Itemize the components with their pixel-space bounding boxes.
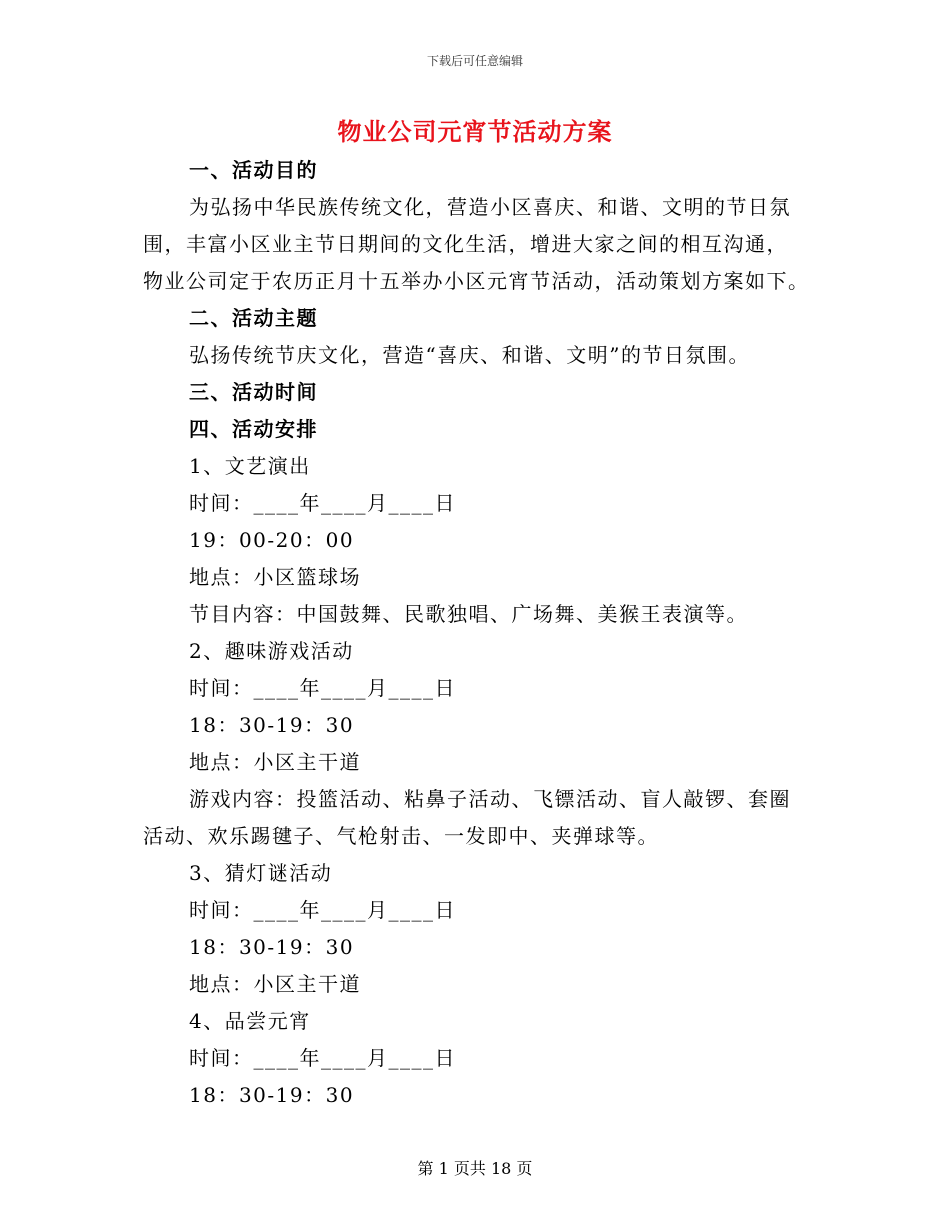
paragraph-line: 地点：小区主干道	[189, 750, 361, 774]
paragraph-line: 时间：____年____月____日	[189, 1046, 456, 1070]
page-footer: 第 1 页共 18 页	[417, 1159, 533, 1178]
paragraph-line: 围，丰富小区业主节日期间的文化生活，增进大家之间的相互沟通，	[143, 232, 788, 256]
subsection-heading: 2、趣味游戏活动	[189, 639, 354, 663]
document-body	[143, 152, 813, 1114]
paragraph-line: 18：30-19：30	[189, 1083, 355, 1107]
paragraph-line: 时间：____年____月____日	[189, 676, 456, 700]
paragraph-line: 游戏内容：投篮活动、粘鼻子活动、飞镖活动、盲人敲锣、套圈	[189, 787, 791, 811]
paragraph-line: 地点：小区篮球场	[189, 565, 361, 589]
paragraph-line: 物业公司定于农历正月十五举办小区元宵节活动，活动策划方案如下。	[143, 269, 810, 293]
paragraph-line: 节目内容：中国鼓舞、民歌独唱、广场舞、美猴王表演等。	[189, 602, 748, 626]
section-heading-purpose: 一、活动目的	[189, 158, 318, 182]
paragraph-line: 时间：____年____月____日	[189, 491, 456, 515]
paragraph-line: 19：00-20：00	[189, 528, 355, 552]
header-note: 下载后可任意编辑	[426, 54, 523, 68]
section-heading-time: 三、活动时间	[189, 380, 318, 404]
section-heading-schedule: 四、活动安排	[189, 417, 318, 441]
paragraph-line: 时间：____年____月____日	[189, 898, 456, 922]
paragraph-line: 活动、欢乐踢毽子、气枪射击、一发即中、夹弹球等。	[143, 824, 659, 848]
subsection-heading: 3、猜灯谜活动	[189, 861, 333, 885]
paragraph-line: 18：30-19：30	[189, 713, 355, 737]
section-heading-theme: 二、活动主题	[189, 306, 318, 330]
paragraph-line: 地点：小区主干道	[189, 972, 361, 996]
paragraph-line: 18：30-19：30	[189, 935, 355, 959]
paragraph-line: 为弘扬中华民族传统文化，营造小区喜庆、和谐、文明的节日氛	[189, 195, 791, 219]
subsection-heading: 4、品尝元宵	[189, 1009, 311, 1033]
document-title: 物业公司元宵节活动方案	[337, 117, 613, 146]
paragraph-line: 弘扬传统节庆文化，营造“喜庆、和谐、文明”的节日氛围。	[189, 343, 750, 367]
subsection-heading: 1、文艺演出	[189, 454, 311, 478]
